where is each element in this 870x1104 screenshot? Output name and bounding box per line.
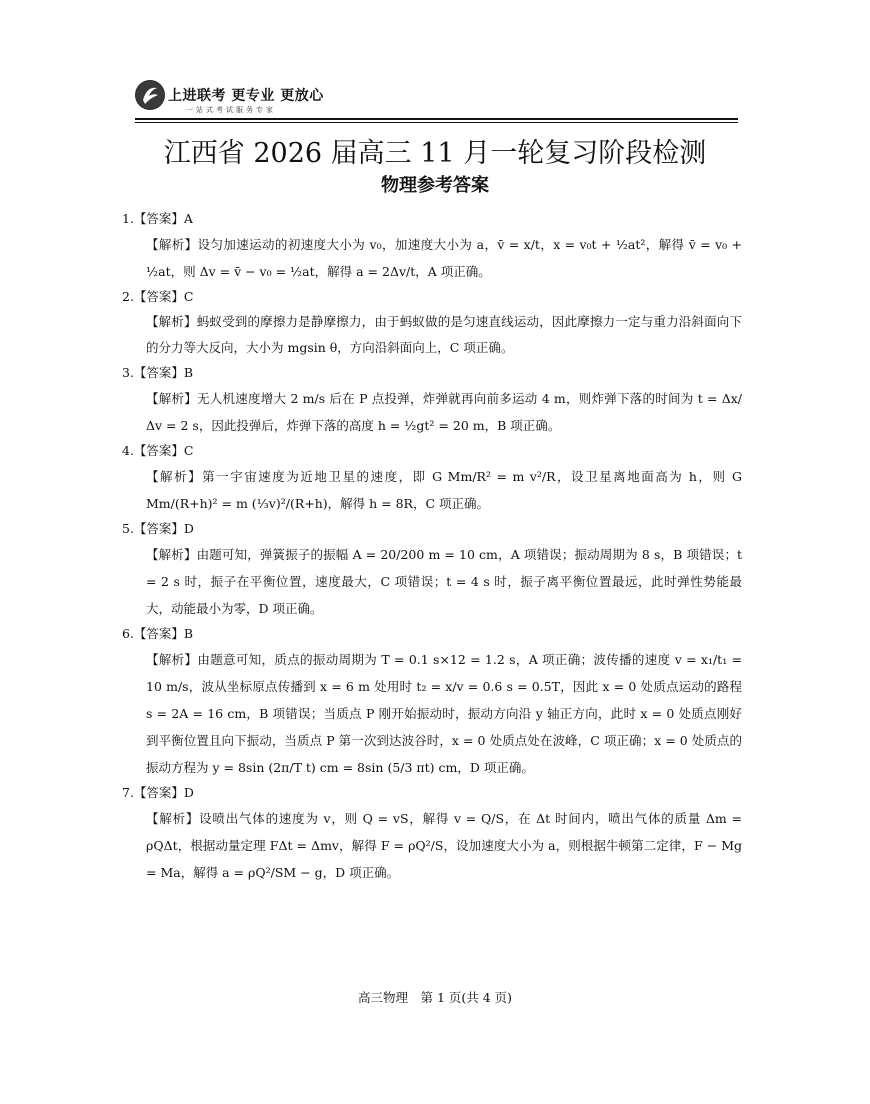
question-6 [122, 625, 742, 781]
answer-line: 2.【答案】C [122, 289, 194, 304]
answer-line: 1.【答案】A [122, 211, 193, 226]
explanation-text: 【解析】由题意可知，质点的振动周期为 T = 0.1 s×12 = 1.2 s，A 项正确；波传播的速度 v = x₁/t₁ = 10 m/s，波从坐标原点传播到 x = 6 m 处用时 t₂ = x/v = 0.6 s = 0.5T，因此 x = 0 处质点运动的路程 s = 2A = 16 cm，B 项错误；当质点 P 刚开始振动时，振动方向沿 y 轴正方向，此时 x = 0 处质点刚好到平衡位置且向下振动，当质点 P 第一次到达波谷时，x = 0 处质点处在波峰，C 项正确；x = 0 处质点的振动方程为 y = 8sin (2π/T t) cm = 8sin (5/3 πt) cm，D 项正确。 [146, 652, 742, 775]
header-divider-thin [135, 122, 738, 123]
question-4 [122, 442, 742, 517]
answer-line: 3.【答案】B [122, 365, 194, 380]
explanation-text: 【解析】设匀加速运动的初速度大小为 v₀，加速度大小为 a，v̄ = x/t，x = v₀t + ½at²，解得 v̄ = v₀ + ½at，则 Δv = v̄ − v₀ = ½at，解得 a = 2Δv/t，A 项正确。 [146, 237, 742, 279]
header-slogan: 上进联考 更专业 更放心 [168, 88, 324, 104]
question-1 [122, 210, 742, 285]
explanation-text: 【解析】第一宇宙速度为近地卫星的速度，即 G Mm/R² = m v²/R，设卫星离地面高为 h，则 G Mm/(R+h)² = m (⅓v)²/(R+h)，解得 h = 8R，C 项正确。 [146, 469, 742, 511]
page-title: 江西省 2026 届高三 11 月一轮复习阶段检测 [163, 138, 707, 169]
answer-line: 4.【答案】C [122, 443, 194, 458]
question-7 [122, 784, 742, 886]
answer-line: 7.【答案】D [122, 785, 194, 800]
page-footer: 高三物理 第 1 页(共 4 页) [357, 990, 513, 1005]
question-3 [122, 364, 742, 439]
explanation-text: 【解析】设喷出气体的速度为 v，则 Q = vS，解得 v = Q/S，在 Δt 时间内，喷出气体的质量 Δm = ρQΔt，根据动量定理 FΔt = Δmv，解得 F = ρQ²/S，设加速度大小为 a，则根据牛顿第二定律，F − Mg = Ma，解得 a = ρQ²/SM − g，D 项正确。 [146, 811, 742, 880]
header-divider-thick [135, 118, 738, 120]
page-subtitle: 物理参考答案 [381, 175, 489, 196]
question-5 [122, 520, 742, 622]
header-subslogan: 一站式考试服务专家 [186, 106, 276, 114]
question-2 [122, 288, 742, 361]
explanation-text: 【解析】无人机速度增大 2 m/s 后在 P 点投弹，炸弹就再向前多运动 4 m，则炸弹下落的时间为 t = Δx/Δv = 2 s，因此投弹后，炸弹下落的高度 h = ½gt² = 20 m，B 项正确。 [146, 391, 742, 433]
explanation-text: 【解析】由题可知，弹簧振子的振幅 A = 20/200 m = 10 cm，A 项错误；振动周期为 8 s，B 项错误；t = 2 s 时，振子在平衡位置，速度最大，C 项错误；t = 4 s 时，振子离平衡位置最远，此时弹性势能最大，动能最小为零，D 项正确。 [146, 547, 742, 616]
answer-line: 6.【答案】B [122, 626, 194, 641]
brand-logo-icon [135, 80, 165, 110]
explanation-text: 【解析】蚂蚁受到的摩擦力是静摩擦力，由于蚂蚁做的是匀速直线运动，因此摩擦力一定与重力沿斜面向下的分力等大反向，大小为 mgsin θ，方向沿斜面向上，C 项正确。 [146, 314, 742, 355]
answer-list [122, 210, 742, 889]
answer-line: 5.【答案】D [122, 521, 194, 536]
